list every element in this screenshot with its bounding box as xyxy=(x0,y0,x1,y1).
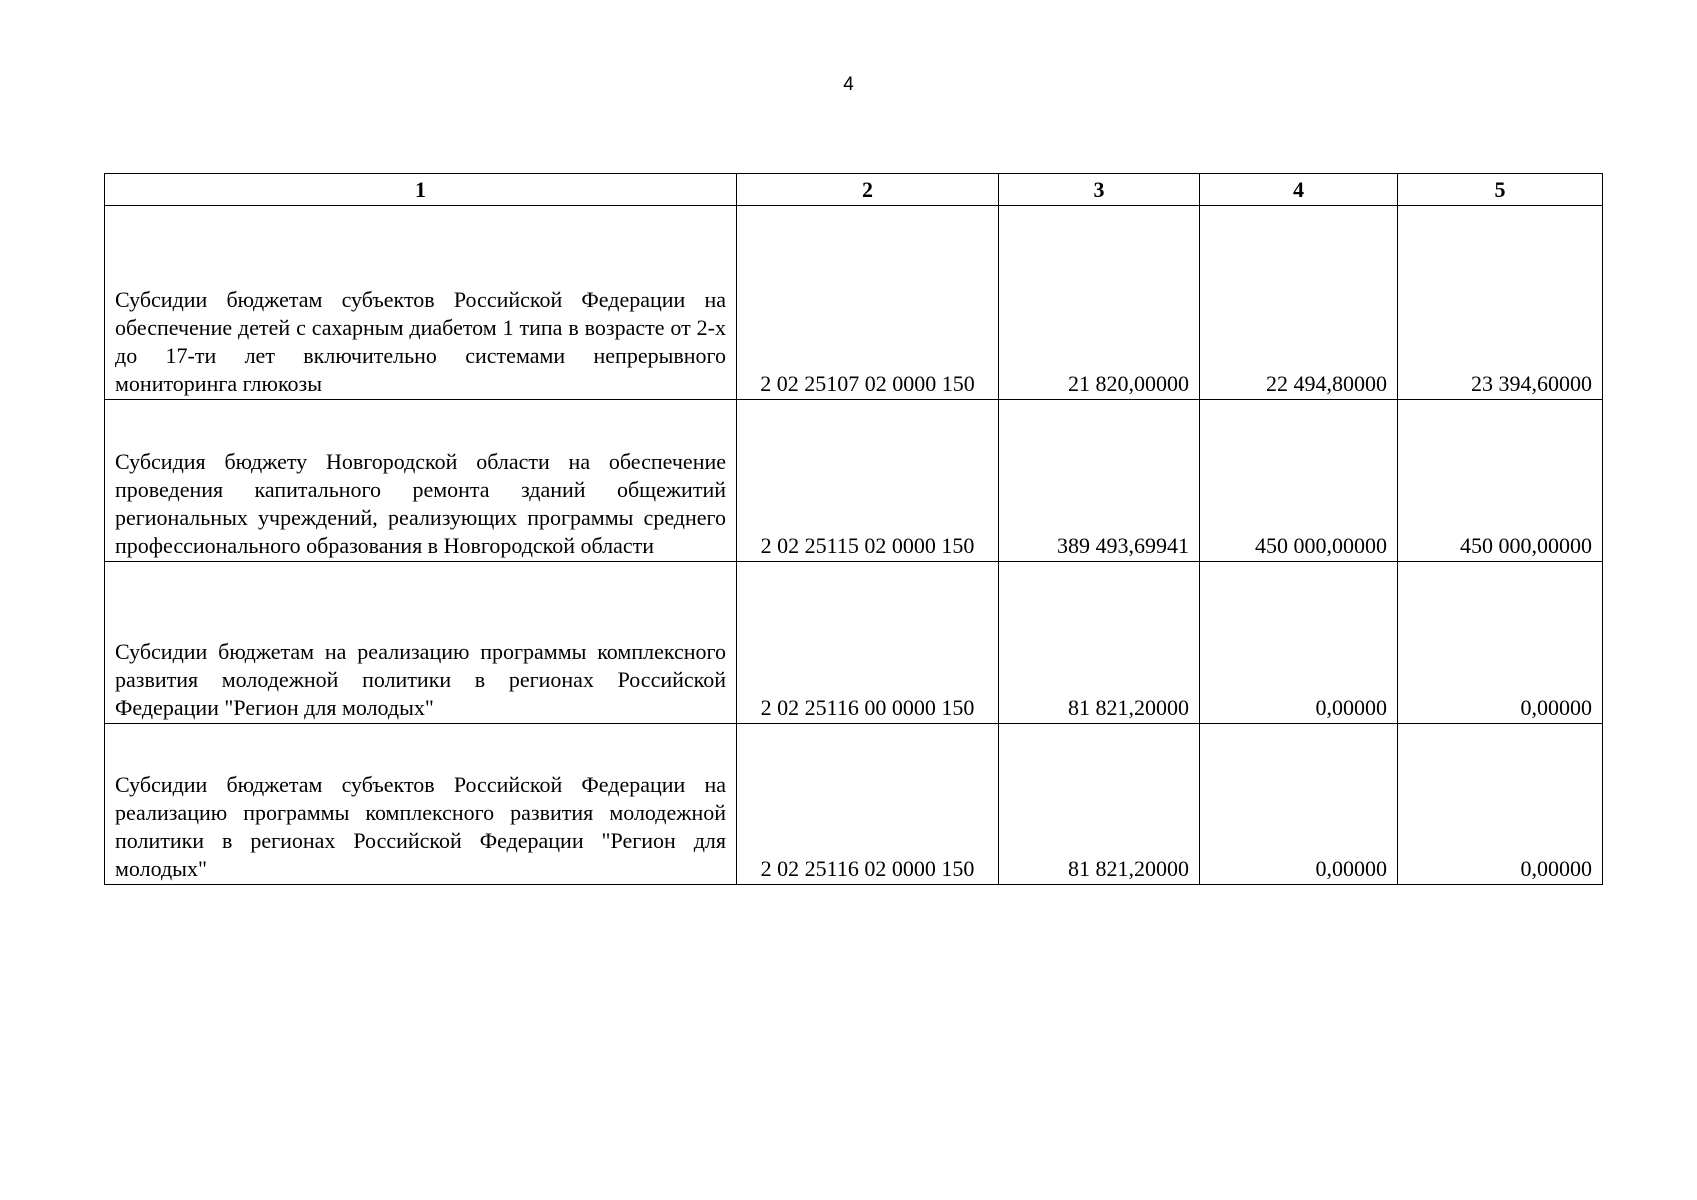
column-header-1: 1 xyxy=(105,174,737,206)
table-row xyxy=(105,724,1603,885)
row-value-col5: 23 394,60000 xyxy=(1398,206,1603,400)
row-budget-code: 2 02 25116 00 0000 150 xyxy=(737,562,999,724)
row-description: Субсидии бюджетам субъектов Российской Федерации на обеспечение детей с сахарным диабетом 1 типа в возрасте от 2-х до 17-ти лет включительно системами непрерывного мониторинга глюкозы xyxy=(105,206,737,400)
table-header-row xyxy=(105,174,1603,206)
row-value-col4: 22 494,80000 xyxy=(1200,206,1398,400)
row-value-col5: 0,00000 xyxy=(1398,724,1603,885)
row-budget-code: 2 02 25115 02 0000 150 xyxy=(737,400,999,562)
row-value-col5: 450 000,00000 xyxy=(1398,400,1603,562)
row-budget-code: 2 02 25116 02 0000 150 xyxy=(737,724,999,885)
table-row xyxy=(105,400,1603,562)
row-description: Субсидии бюджетам на реализацию программы комплексного развития молодежной политики в регионах Российской Федерации "Регион для молодых" xyxy=(105,562,737,724)
budget-table xyxy=(104,173,1603,885)
row-value-col5: 0,00000 xyxy=(1398,562,1603,724)
row-description: Субсидии бюджетам субъектов Российской Федерации на реализацию программы комплексного развития молодежной политики в регионах Российской Федерации "Регион для молодых" xyxy=(105,724,737,885)
table-row xyxy=(105,562,1603,724)
row-value-col3: 81 821,20000 xyxy=(999,724,1200,885)
row-value-col4: 450 000,00000 xyxy=(1200,400,1398,562)
row-value-col3: 389 493,69941 xyxy=(999,400,1200,562)
page-number: 4 xyxy=(843,74,854,95)
row-value-col4: 0,00000 xyxy=(1200,724,1398,885)
column-header-4: 4 xyxy=(1200,174,1398,206)
row-description: Субсидия бюджету Новгородской области на обеспечение проведения капитального ремонта зданий общежитий региональных учреждений, реализующих программы среднего профессионального образования в Новгородской области xyxy=(105,400,737,562)
row-value-col4: 0,00000 xyxy=(1200,562,1398,724)
table-row xyxy=(105,206,1603,400)
column-header-3: 3 xyxy=(999,174,1200,206)
row-value-col3: 21 820,00000 xyxy=(999,206,1200,400)
row-value-col3: 81 821,20000 xyxy=(999,562,1200,724)
column-header-2: 2 xyxy=(737,174,999,206)
column-header-5: 5 xyxy=(1398,174,1603,206)
row-budget-code: 2 02 25107 02 0000 150 xyxy=(737,206,999,400)
